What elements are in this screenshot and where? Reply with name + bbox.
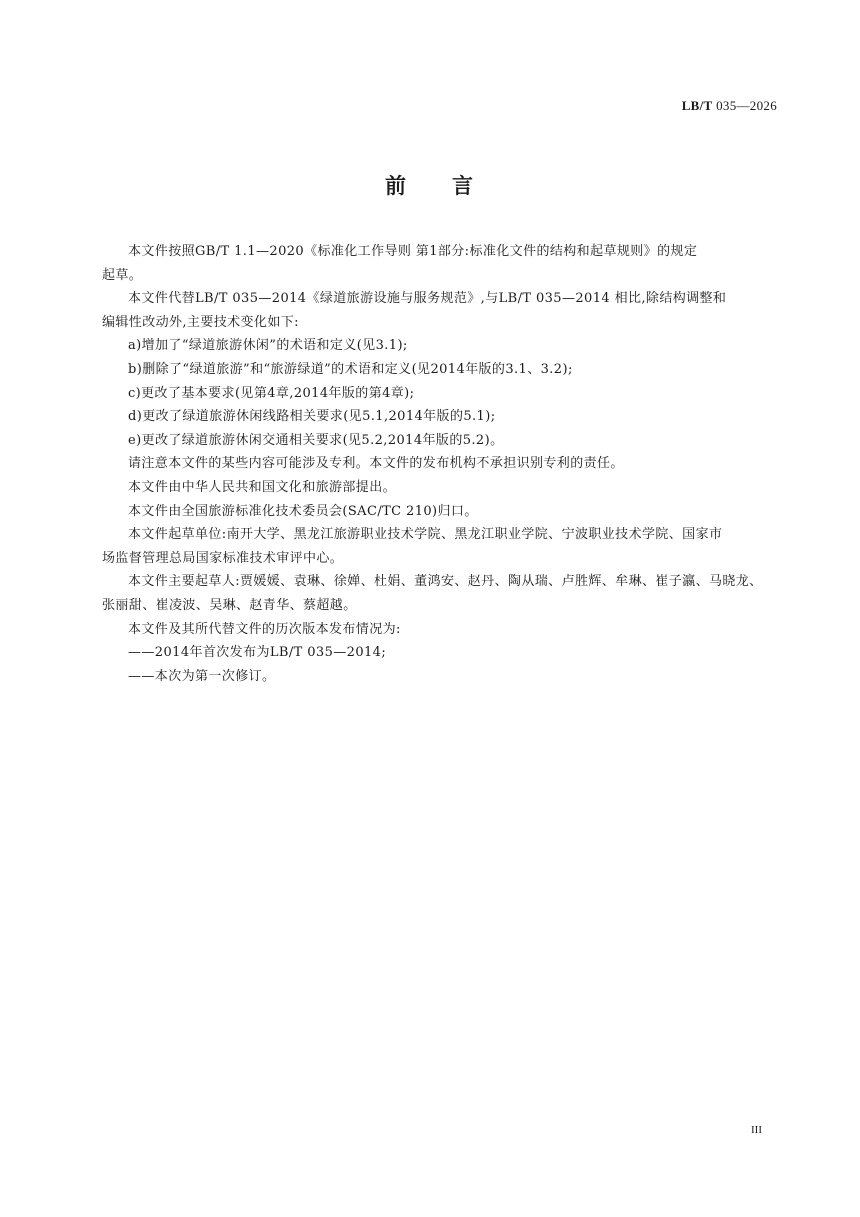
paragraph-drafting-rules xyxy=(102,240,778,264)
paragraph-continuation: 场监督管理总局国家标准技术审评中心。 xyxy=(102,550,344,566)
paragraph-committee: 本文件由全国旅游标准化技术委员会(SAC/TC 210)归口。 xyxy=(128,503,478,519)
page-number: III xyxy=(751,1124,762,1136)
paragraph-continuation: 编辑性改动外,主要技术变化如下: xyxy=(102,314,299,330)
list-item-e: e)更改了绿道旅游休闲交通相关要求(见5.2,2014年版的5.2)。 xyxy=(128,432,504,448)
paragraph-continuation: 起草。 xyxy=(102,267,143,283)
paragraph-line: 本文件代替LB/T 035—2014《绿道旅游设施与服务规范》,与LB/T 035—2014 相比,除结构调整和 xyxy=(128,291,727,307)
standard-number: 035—2026 xyxy=(716,98,777,113)
paragraph-line: 本文件主要起草人:贾媛媛、袁琳、徐婵、杜娟、董鸿安、赵丹、陶从瑞、卢胜辉、牟琳、崔子瀛、马晓龙、 xyxy=(128,574,763,590)
history-item-revision: ——本次为第一次修订。 xyxy=(128,668,276,684)
paragraph-patent-notice: 请注意本文件的某些内容可能涉及专利。本文件的发布机构不承担识别专利的责任。 xyxy=(128,456,624,472)
paragraph-continuation: 张丽甜、崔凌波、吴琳、赵青华、蔡超越。 xyxy=(102,597,357,613)
list-item-a: a)增加了“绿道旅游休闲”的术语和定义(见3.1); xyxy=(128,338,408,354)
paragraph-drafters xyxy=(102,570,778,594)
paragraph-proposer: 本文件由中华人民共和国文化和旅游部提出。 xyxy=(128,479,397,495)
section-title xyxy=(0,170,860,200)
standard-code-header xyxy=(682,98,777,114)
list-item-c: c)更改了基本要求(见第4章,2014年版的第4章); xyxy=(128,385,415,401)
paragraph-version-history: 本文件及其所代替文件的历次版本发布情况为: xyxy=(128,621,401,637)
title-char-2: 言 xyxy=(452,174,475,198)
paragraph-line: 本文件起草单位:南开大学、黑龙江旅游职业技术学院、黑龙江职业学院、宁波职业技术学院、国家市 xyxy=(128,527,723,543)
standard-prefix: LB/T xyxy=(681,98,713,113)
list-item-d: d)更改了绿道旅游休闲线路相关要求(见5.1,2014年版的5.1); xyxy=(128,409,496,425)
history-item-2014: ——2014年首次发布为LB/T 035—2014; xyxy=(128,645,387,661)
paragraph-line: 本文件按照GB/T 1.1—2020《标准化工作导则 第1部分:标准化文件的结构和起草规则》的规定 xyxy=(128,244,698,259)
list-item-b: b)删除了“绿道旅游”和“旅游绿道”的术语和定义(见2014年版的3.1、3.2); xyxy=(128,361,573,377)
title-char-1: 前 xyxy=(385,174,408,198)
foreword-body xyxy=(102,240,778,688)
paragraph-drafting-units xyxy=(102,523,778,547)
paragraph-replacement xyxy=(102,287,778,311)
